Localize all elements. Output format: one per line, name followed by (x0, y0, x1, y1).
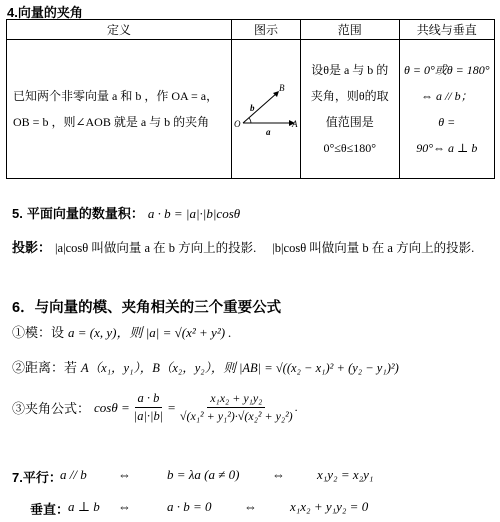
range-line-2: 夹角，则θ的取 (310, 89, 389, 103)
parallel-condition: a // b (60, 467, 87, 482)
angle-cos-label: cosθ = (94, 399, 130, 415)
collinear-line-1: θ = 0°或θ = 180° (403, 63, 490, 77)
section-6-title: 6．与向量的模、夹角相关的三个重要公式 (12, 300, 282, 316)
range-line-3: 值范围是 (325, 115, 374, 129)
section-4-title: 4.向量的夹角 (7, 5, 83, 20)
angle-numerator-vector: a · b (135, 391, 163, 408)
range-line-1: 设θ是 a 与 b 的 (311, 63, 389, 77)
range-cell (300, 40, 399, 179)
diagram-cell (232, 40, 301, 179)
angle-definition-table (6, 19, 495, 179)
projection-label: 投影： (12, 240, 52, 255)
label-o: O (234, 119, 241, 129)
section-5-line (12, 203, 240, 223)
parallel-label: 7.平行： (12, 470, 62, 485)
section-5-number: 5. (12, 206, 23, 221)
header-definition: 定义 (7, 20, 232, 40)
perpendicular-iff-2: ⇔ (244, 499, 257, 514)
label-vector-a: a (266, 127, 271, 137)
angle-denominator-coords: √(x₁² + y₁²)·√(x₂² + y₂²) (179, 409, 293, 423)
distance-label: ②距离：若 (12, 360, 78, 375)
perpendicular-label: 垂直： (30, 502, 70, 517)
parallel-line (12, 465, 482, 485)
perpendicular-condition: a ⊥ b (68, 499, 100, 514)
header-diagram: 图示 (232, 20, 301, 40)
angle-fraction-vector (134, 391, 163, 424)
collinear-line-2: ⇔ a // b； (420, 89, 473, 103)
section-5-title: 平面向量的数量积： (26, 206, 144, 221)
perpendicular-dot: a · b = 0 (167, 499, 212, 514)
parallel-lambda: b = λa (a ≠ 0) (167, 467, 240, 482)
perpendicular-iff-1: ⇔ (118, 499, 131, 514)
collinear-line-3: θ = (438, 115, 456, 129)
modulus-formula: a = (x, y)，则 |a| = √(x² + y²) . (68, 325, 232, 340)
angle-formula-label: ③夹角公式： (12, 401, 91, 416)
perpendicular-line (12, 497, 482, 517)
parallel-iff-1: ⇔ (118, 467, 131, 482)
angle-denominator-vector: |a|·|b| (133, 409, 164, 423)
dot-product-formula: a · b = |a|·|b|cosθ (147, 206, 241, 221)
formula-modulus (12, 322, 232, 342)
label-a: A (292, 119, 298, 129)
projection-b-on-a: |b|cosθ 叫做向量 b 在 a 方向上的投影. (272, 241, 475, 255)
modulus-label: ①模：设 (12, 325, 65, 340)
collinear-cell (399, 40, 494, 179)
definition-cell (7, 40, 232, 179)
label-b: B (279, 83, 285, 93)
parallel-iff-2: ⇔ (272, 467, 285, 482)
angle-numerator-coords: x₁x₂ + y₁y₂ (207, 391, 265, 408)
parallel-coords: x₁y₂ = x₂y₁ (317, 467, 374, 482)
angle-diagram (233, 77, 299, 137)
definition-line-1: 已知两个非零向量 a 和 b ，作 OA = a， (13, 89, 219, 103)
header-collinear: 共线与垂直 (399, 20, 494, 40)
angle-fraction-coords (180, 391, 293, 424)
formula-angle: ③夹角公式： cosθ = $\frac{a \cdot b}{|a|\cdot|b|}$ = $\frac{\text{x₁x₂ + y₁y₂}}{\text{√(x₁² + y₁²)·√(x₂² + y₂²)}}$ . (12, 391, 298, 423)
perpendicular-coords: x₁x₂ + y₁y₂ = 0 (290, 499, 369, 514)
definition-line-2: OB = b ，则∠AOB 就是 a 与 b 的夹角 (13, 115, 210, 129)
projection-line (12, 237, 474, 257)
range-line-4: 0°≤θ≤180° (323, 141, 377, 155)
header-range: 范围 (300, 20, 399, 40)
label-vector-b: b (250, 103, 255, 113)
projection-a-on-b: |a|cosθ 叫做向量 a 在 b 方向上的投影. (55, 241, 257, 255)
formula-distance (12, 357, 399, 377)
collinear-line-4: 90°⇔ a ⊥ b (416, 141, 478, 155)
distance-formula: A（x₁，y₁），B（x₂，y₂），则 |AB| = √((x₂ − x₁)² + (y₂ − y₁)²) (81, 361, 399, 375)
